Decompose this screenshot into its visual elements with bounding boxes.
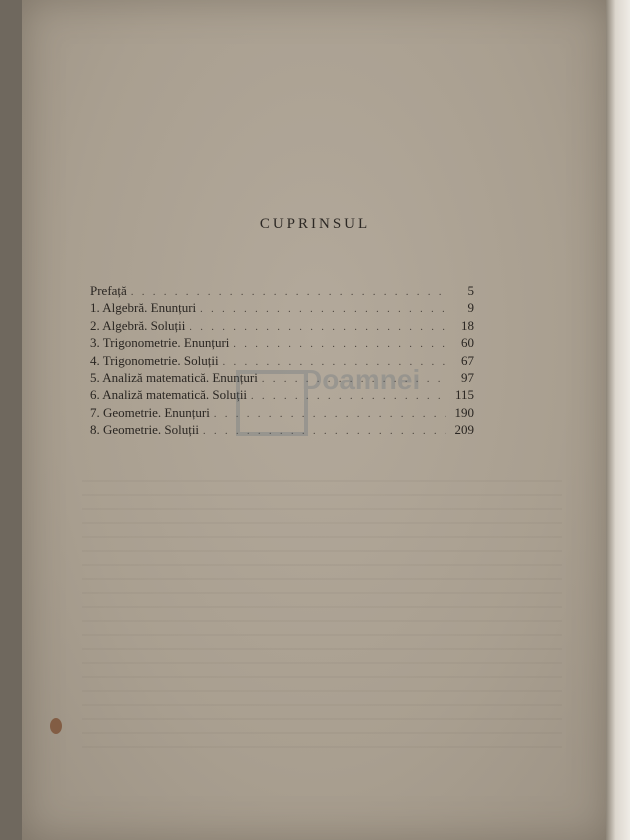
watermark-logo-icon — [236, 370, 308, 436]
toc-label: 5. Analiză matematică. Enunțuri — [90, 369, 258, 385]
toc-page-number: 60 — [461, 335, 474, 351]
toc-page-number: 115 — [454, 387, 474, 403]
toc-label: 2. Algebră. Soluții — [90, 317, 186, 333]
toc-label: 6. Analiză matematică. Soluții — [90, 387, 248, 403]
toc-page-number: 9 — [467, 300, 474, 316]
toc-page-number: 5 — [467, 283, 474, 298]
toc-label: 7. Geometrie. Enunțuri — [90, 404, 210, 420]
toc-page-number: 18 — [461, 317, 474, 333]
leader-dots — [200, 304, 446, 315]
bleed-through-text — [82, 480, 562, 760]
toc-title: CUPRINSUL — [259, 216, 371, 232]
toc-page-number: 97 — [461, 369, 474, 385]
watermark — [236, 330, 426, 460]
toc-label: 8. Geometrie. Soluții — [90, 422, 200, 438]
toc-row — [90, 283, 474, 300]
toc-page-number: 209 — [454, 422, 474, 438]
watermark-text: Doamnei — [302, 364, 421, 395]
toc-label: Prefață — [90, 283, 127, 298]
leader-dots — [131, 287, 446, 298]
toc-row — [90, 300, 474, 317]
page-stain — [50, 718, 62, 734]
toc-label: 1. Algebră. Enunțuri — [90, 300, 197, 316]
page-edge — [606, 0, 630, 840]
toc-page-number: 190 — [454, 404, 474, 420]
toc-page-number: 67 — [461, 352, 474, 368]
toc-label: 4. Trigonometrie. Soluții — [90, 352, 219, 368]
toc-label: 3. Trigonometrie. Enunțuri — [90, 335, 230, 351]
